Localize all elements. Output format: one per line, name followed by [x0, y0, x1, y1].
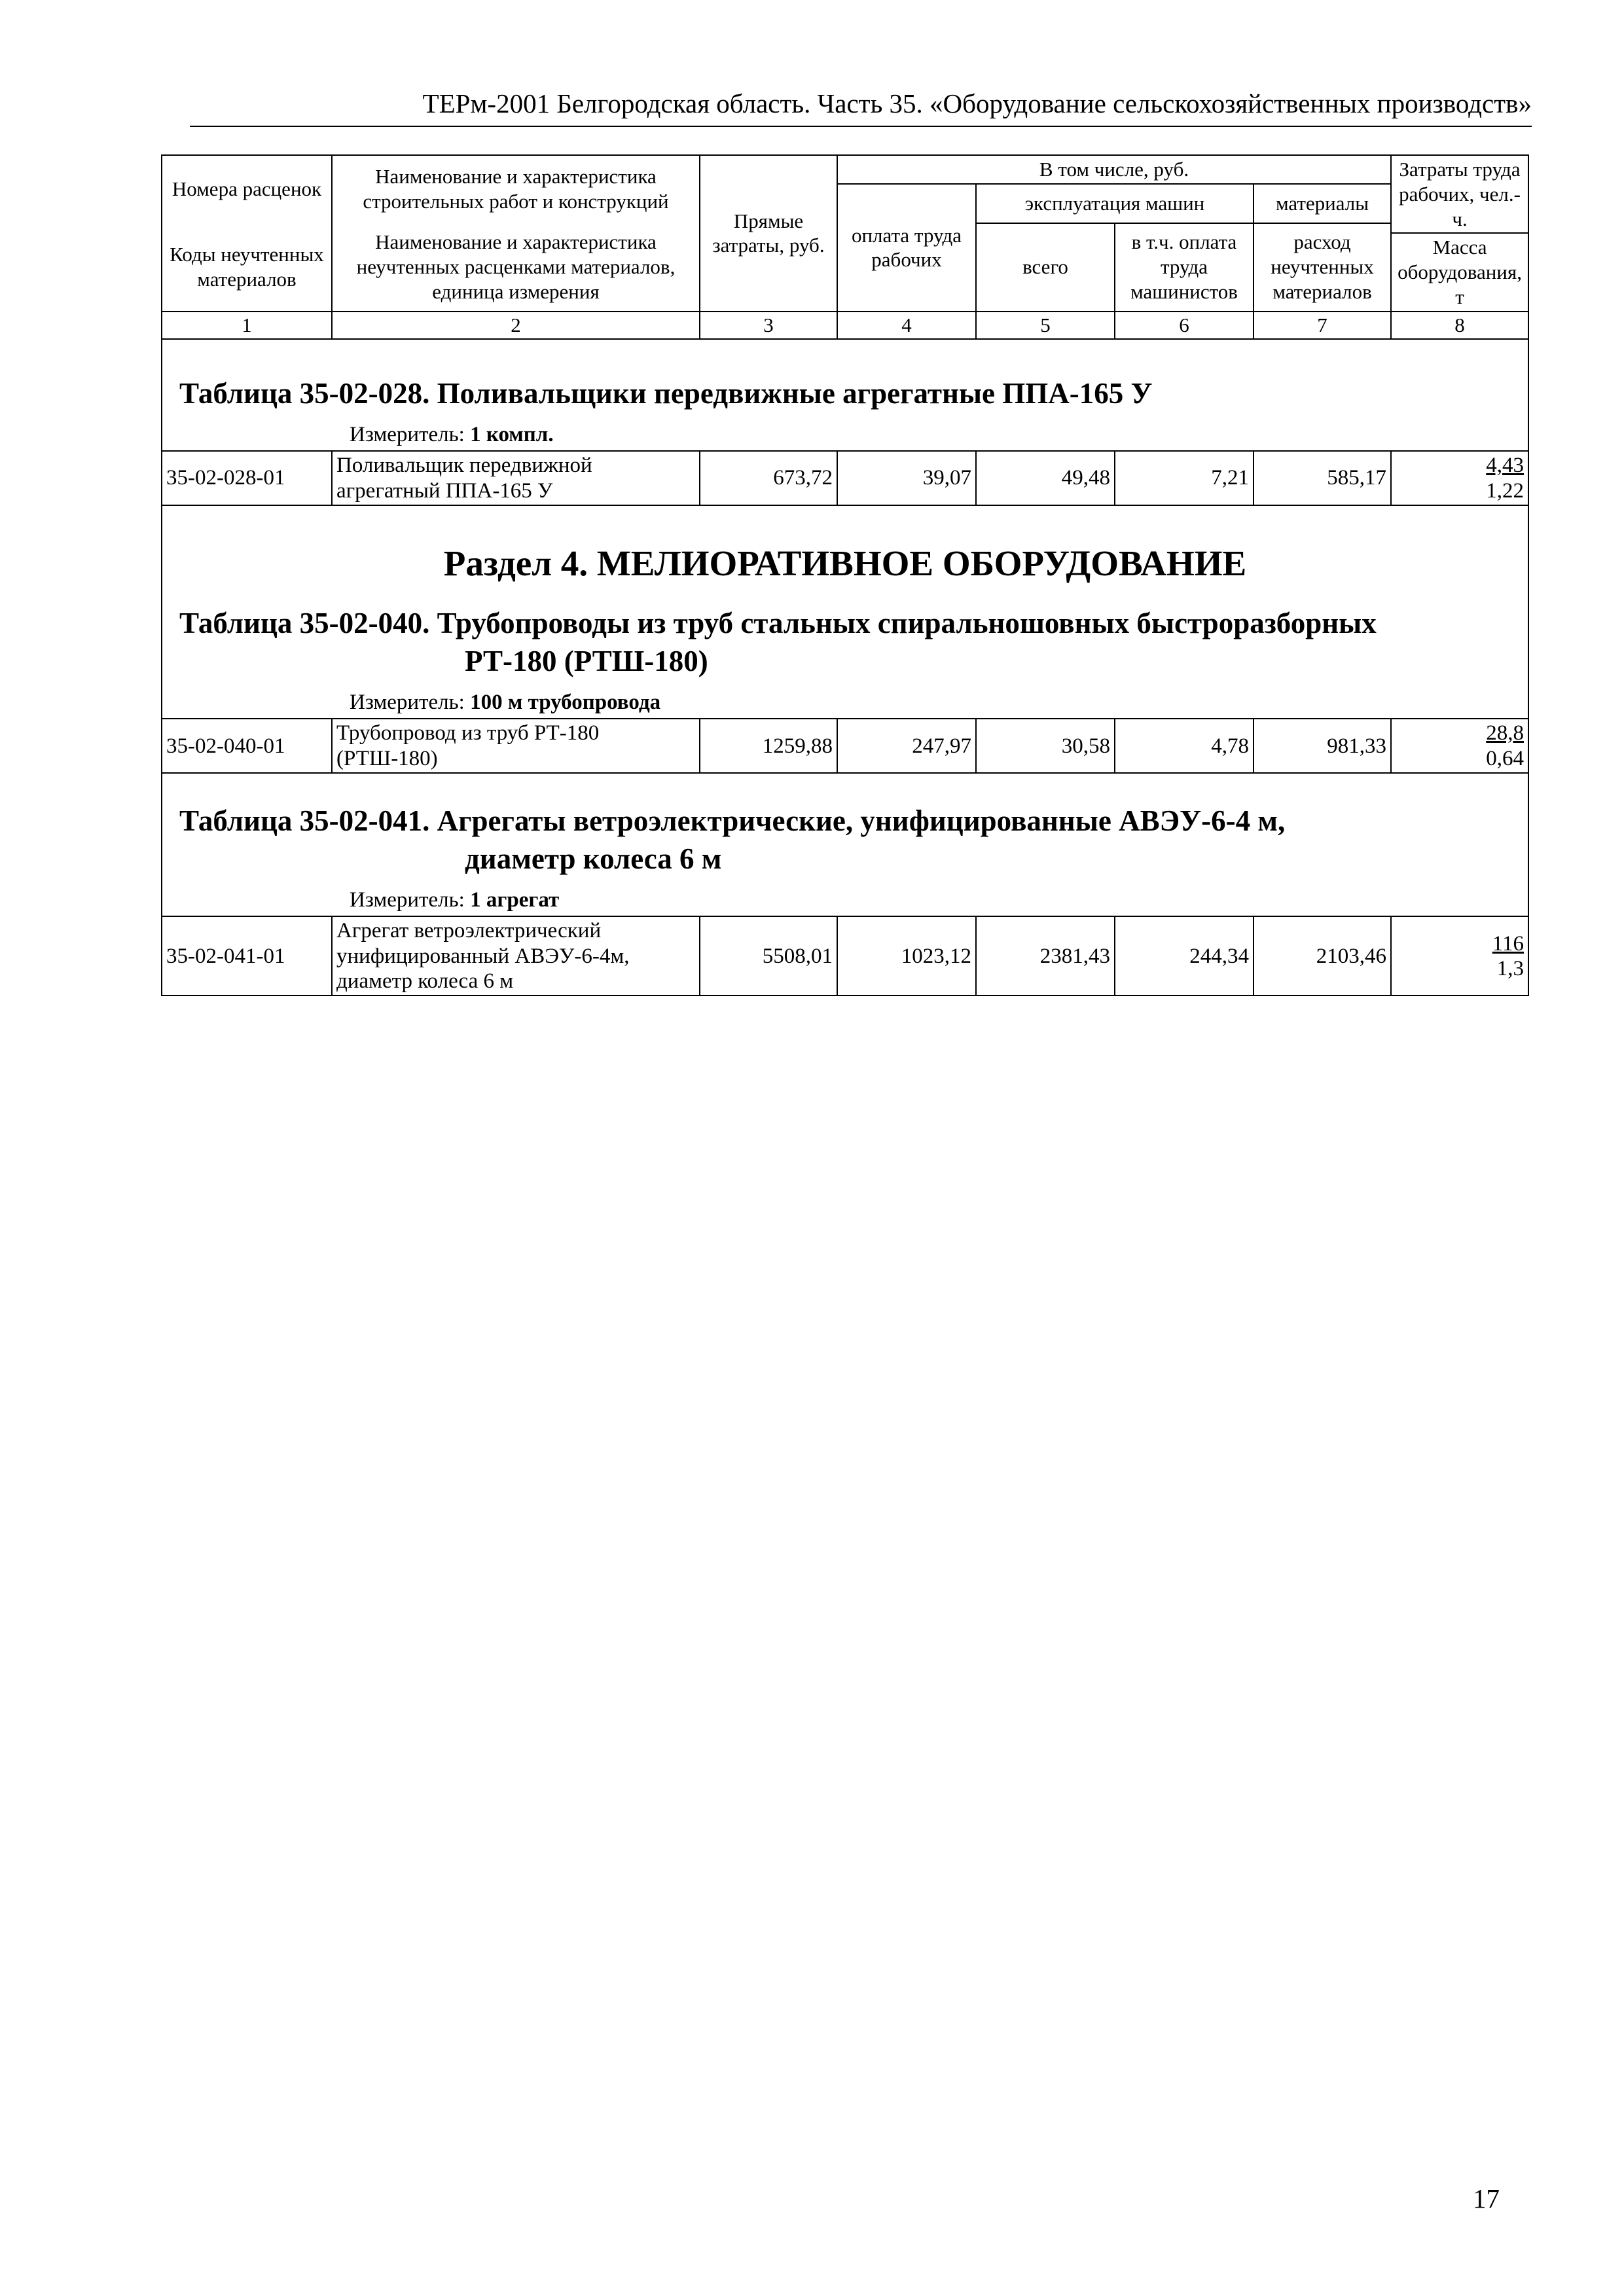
page-number: 17	[1473, 2183, 1500, 2214]
workers-wages: 1023,12	[837, 916, 976, 996]
header-col6: в т.ч. оплата труда машинистов	[1115, 223, 1254, 312]
measure-value: 100 м трубопровода	[470, 691, 661, 715]
header-col7: расход неучтенных материалов	[1254, 223, 1391, 312]
labor-hours: 28,8	[1486, 721, 1525, 745]
table-title	[166, 375, 1524, 413]
table-heading-row	[162, 339, 1528, 452]
price-table	[161, 154, 1529, 996]
header-col8-bottom: Масса оборудования, т	[1391, 233, 1528, 311]
machinists-wages: 7,21	[1115, 451, 1254, 505]
column-number: 1	[162, 312, 332, 339]
table-heading-row	[162, 773, 1528, 916]
table-row	[162, 719, 1528, 773]
running-title: ТЕРм-2001 Белгородская область. Часть 35. «Оборудование сельскохозяйственных производств»	[422, 88, 1532, 118]
column-number: 2	[332, 312, 700, 339]
machines-total: 2381,43	[976, 916, 1115, 996]
table-heading-row	[162, 505, 1528, 719]
rate-code: 35-02-028-01	[162, 451, 332, 505]
labor-hours: 4,43	[1486, 454, 1525, 478]
measure-line	[166, 689, 1524, 715]
header-rule	[190, 126, 1532, 127]
materials-cost: 585,17	[1254, 451, 1391, 505]
direct-costs: 673,72	[700, 451, 837, 505]
labor-mass-cell	[1391, 916, 1528, 996]
header-col8-top: Затраты труда рабочих, чел.-ч.	[1391, 155, 1528, 233]
workers-wages: 247,97	[837, 719, 976, 773]
header-row-1	[162, 155, 1528, 184]
section-title: Раздел 4. МЕЛИОРАТИВНОЕ ОБОРУДОВАНИЕ	[443, 543, 1247, 583]
equipment-mass: 1,3	[1496, 956, 1525, 980]
machinists-wages: 4,78	[1115, 719, 1254, 773]
labor-hours: 116	[1492, 931, 1525, 956]
column-number: 5	[976, 312, 1115, 339]
measure-line	[166, 422, 1524, 448]
header-group-machines: эксплуатация машин	[976, 184, 1254, 223]
machines-total: 30,58	[976, 719, 1115, 773]
measure-value: 1 агрегат	[470, 888, 560, 912]
column-number: 8	[1391, 312, 1528, 339]
table-title-line1: Таблица 35-02-040. Трубопроводы из труб стальных спиральношовных быстроразборных	[179, 606, 1377, 639]
header-group-materials: материалы	[1254, 184, 1391, 223]
measure-value: 1 компл.	[470, 423, 554, 447]
measure-label: Измеритель:	[350, 423, 465, 447]
column-number: 3	[700, 312, 837, 339]
direct-costs: 5508,01	[700, 916, 837, 996]
header-col3: Прямые затраты, руб.	[700, 155, 837, 312]
materials-cost: 981,33	[1254, 719, 1391, 773]
measure-label: Измеритель:	[350, 691, 465, 715]
materials-cost: 2103,46	[1254, 916, 1391, 996]
rate-name: Поливальщик передвижной агрегатный ППА-165 У	[332, 451, 700, 505]
table-title-line1: Таблица 35-02-041. Агрегаты ветроэлектрические, унифицированные АВЭУ-6-4 м,	[179, 804, 1286, 837]
measure-label: Измеритель:	[350, 888, 465, 912]
table-row	[162, 451, 1528, 505]
column-number: 4	[837, 312, 976, 339]
machines-total: 49,48	[976, 451, 1115, 505]
header-col2-top: Наименование и характеристика строительных работ и конструкций	[332, 155, 700, 223]
rate-code: 35-02-041-01	[162, 916, 332, 996]
labor-mass-cell	[1391, 719, 1528, 773]
equipment-mass: 0,64	[1486, 746, 1525, 770]
table-title-line2: диаметр колеса 6 м	[465, 842, 722, 875]
rate-name: Агрегат ветроэлектрический унифицированный АВЭУ-6-4м, диаметр колеса 6 м	[332, 916, 700, 996]
header-col2-bottom: Наименование и характеристика неучтенных расценками материалов, единица измерения	[332, 223, 700, 312]
machinists-wages: 244,34	[1115, 916, 1254, 996]
header-col1-top: Номера расценок	[162, 155, 332, 223]
rate-name: Трубопровод из труб РТ-180 (РТШ-180)	[332, 719, 700, 773]
column-number: 6	[1115, 312, 1254, 339]
header-col1-bottom: Коды неучтенных материалов	[162, 223, 332, 312]
labor-mass-cell	[1391, 451, 1528, 505]
table-title	[166, 605, 1524, 680]
direct-costs: 1259,88	[700, 719, 837, 773]
header-group-including: В том числе, руб.	[837, 155, 1391, 184]
rate-code: 35-02-040-01	[162, 719, 332, 773]
measure-line	[166, 887, 1524, 913]
column-numbers-row	[162, 312, 1528, 339]
workers-wages: 39,07	[837, 451, 976, 505]
column-number: 7	[1254, 312, 1391, 339]
table-row	[162, 916, 1528, 996]
header-col4: оплата труда рабочих	[837, 184, 976, 312]
table-title	[166, 802, 1524, 878]
table-title-line1: Таблица 35-02-028. Поливальщики передвижные агрегатные ППА-165 У	[179, 376, 1153, 410]
equipment-mass: 1,22	[1486, 478, 1525, 503]
table-title-line2: РТ-180 (РТШ-180)	[465, 644, 708, 677]
header-col5: всего	[976, 223, 1115, 312]
